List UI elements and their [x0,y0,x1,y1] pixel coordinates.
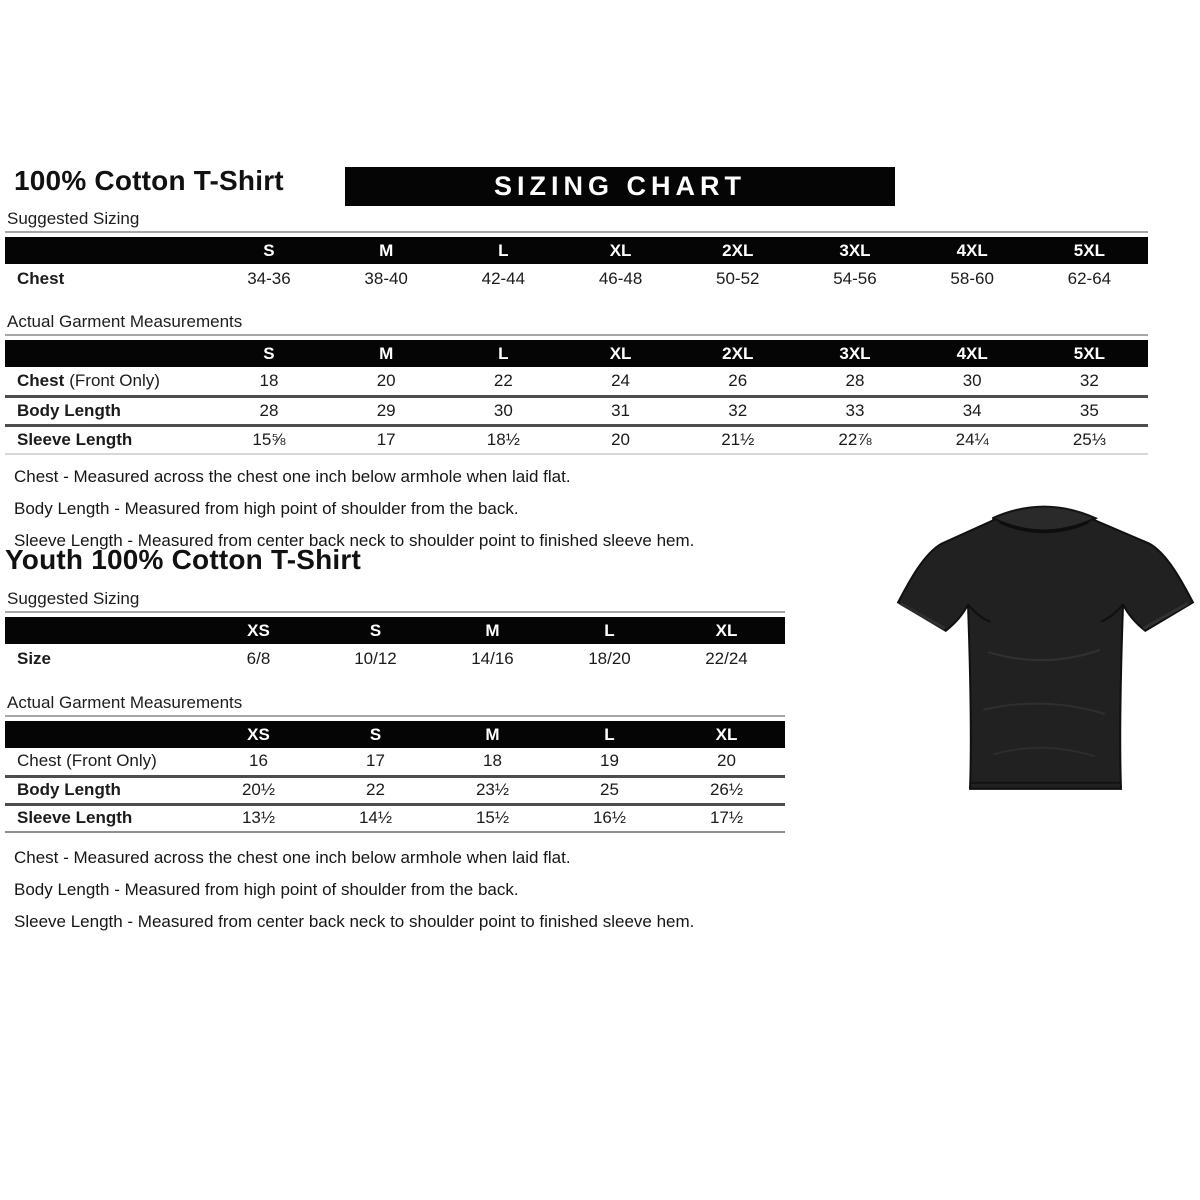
section-label-actual-measurements: Actual Garment Measurements [5,312,1148,336]
adult-suggested-sizing-table [5,237,1148,294]
column-header: M [434,721,551,748]
cell: 18 [259,370,279,390]
row-label: Size [17,648,52,668]
column-header: S [317,617,434,644]
cell: 18/20 [588,648,631,668]
cell: 17 [328,425,445,454]
cell: 26 [728,370,748,390]
column-header-blank [5,617,200,644]
column-header: M [328,340,445,367]
column-header-blank [5,340,210,367]
adult-measurement-notes [14,461,694,557]
column-header: 3XL [796,340,913,367]
row-label [5,367,210,396]
note-sleeve-length: Sleeve Length - Measured from center back neck to shoulder point to finished sleeve hem. [14,912,695,931]
cell: 32 [1079,370,1099,390]
cell: 30 [445,396,562,425]
cell: 46-48 [598,269,643,288]
column-header: 4XL [914,237,1031,264]
note-sleeve-length: Sleeve Length - Measured from center back neck to shoulder point to finished sleeve hem. [14,531,695,550]
cell: 25 [551,776,668,804]
column-header: L [551,721,668,748]
adult-actual-measurements-section [5,312,1148,455]
note-chest: Chest - Measured across the chest one inch below armhole when laid flat. [14,848,571,867]
cell: 24 [611,370,631,390]
row-label: Body Length [5,396,210,425]
column-header: 5XL [1031,340,1148,367]
column-header: S [317,721,434,748]
column-header: XS [200,721,317,748]
cell: 20½ [200,776,317,804]
cell: 14½ [317,804,434,832]
cell: 19 [600,751,619,771]
youth-measurement-notes [14,842,694,938]
table-row-body-length [5,396,1148,425]
cell: 18½ [445,425,562,454]
cell: 13½ [200,804,317,832]
table-header-row [5,617,785,644]
row-label-suffix: (Front Only) [69,370,160,390]
cell: 25⅓ [1031,425,1148,454]
row-label: Sleeve Length [5,804,200,832]
column-header: L [445,340,562,367]
table-header-row [5,237,1148,264]
column-header: S [210,340,327,367]
column-header-blank [5,721,200,748]
youth-actual-measurements-section [5,693,785,833]
youth-section-title: Youth 100% Cotton T-Shirt [5,544,362,575]
cell: 31 [562,396,679,425]
table-row-sleeve-length [5,425,1148,454]
table-row-chest [5,264,1148,294]
table-row-sleeve-length [5,804,785,832]
row-label: Chest (Front Only) [17,751,157,771]
column-header: XS [200,617,317,644]
page-title: 100% Cotton T-Shirt [14,165,284,196]
cell: 22⅞ [796,425,913,454]
column-header: 2XL [679,237,796,264]
cell: 22 [317,776,434,804]
row-label: Sleeve Length [5,425,210,454]
cell: 10/12 [354,648,397,668]
column-header: S [210,237,327,264]
cell: 14/16 [471,648,514,668]
section-label-suggested-sizing: Suggested Sizing [5,209,1148,233]
row-label-main: Chest [17,370,65,390]
youth-suggested-sizing-section [5,589,785,673]
cell: 26½ [668,776,785,804]
cell: 15⅝ [210,425,327,454]
sizing-chart-banner: SIZING CHART [345,167,895,206]
column-header: XL [562,340,679,367]
column-header: 4XL [914,340,1031,367]
cell: 21½ [679,425,796,454]
cell: 34 [914,396,1031,425]
column-header-blank [5,237,210,264]
cell: 38-40 [364,269,408,288]
cell: 18 [483,751,502,771]
cell: 20 [562,425,679,454]
cell: 34-36 [247,269,291,288]
column-header: XL [668,721,785,748]
row-label: Body Length [5,776,200,804]
column-header: M [434,617,551,644]
youth-actual-measurements-table [5,721,785,833]
column-header: L [445,237,562,264]
table-header-row [5,340,1148,367]
table-row-chest [5,748,785,776]
cell: 20 [717,751,736,771]
section-label-actual-measurements: Actual Garment Measurements [5,693,785,717]
column-header: 3XL [796,237,913,264]
cell: 20 [376,370,396,390]
cell: 16 [249,751,268,771]
cell: 58-60 [950,269,994,288]
note-body-length: Body Length - Measured from high point of shoulder from the back. [14,499,519,518]
cell: 42-44 [481,269,526,288]
cell: 16½ [551,804,668,832]
section-label-suggested-sizing: Suggested Sizing [5,589,785,613]
cell: 28 [210,396,327,425]
cell: 29 [328,396,445,425]
cell: 35 [1031,396,1148,425]
table-row-chest [5,367,1148,396]
row-label: Chest [17,269,65,288]
column-header: XL [668,617,785,644]
note-body-length: Body Length - Measured from high point of shoulder from the back. [14,880,519,899]
cell: 15½ [434,804,551,832]
black-tshirt-image [892,495,1196,803]
cell: 33 [796,396,913,425]
cell: 22/24 [705,648,748,668]
cell: 22 [493,370,513,390]
column-header: L [551,617,668,644]
table-row-body-length [5,776,785,804]
cell: 6/8 [246,648,271,668]
column-header: 5XL [1031,237,1148,264]
cell: 62-64 [1067,269,1112,288]
youth-suggested-sizing-table [5,617,785,673]
column-header: 2XL [679,340,796,367]
table-row-size [5,644,785,673]
note-chest: Chest - Measured across the chest one inch below armhole when laid flat. [14,467,571,486]
cell: 30 [962,370,982,390]
cell: 23½ [434,776,551,804]
cell: 54-56 [833,269,877,288]
cell: 17½ [668,804,785,832]
adult-actual-measurements-table [5,340,1148,455]
adult-suggested-sizing-section [5,209,1148,294]
cell: 28 [845,370,865,390]
column-header: XL [562,237,679,264]
table-header-row [5,721,785,748]
cell: 24¼ [914,425,1031,454]
column-header: M [328,237,445,264]
cell: 50-52 [716,269,760,288]
cell: 32 [679,396,796,425]
cell: 17 [366,751,385,771]
